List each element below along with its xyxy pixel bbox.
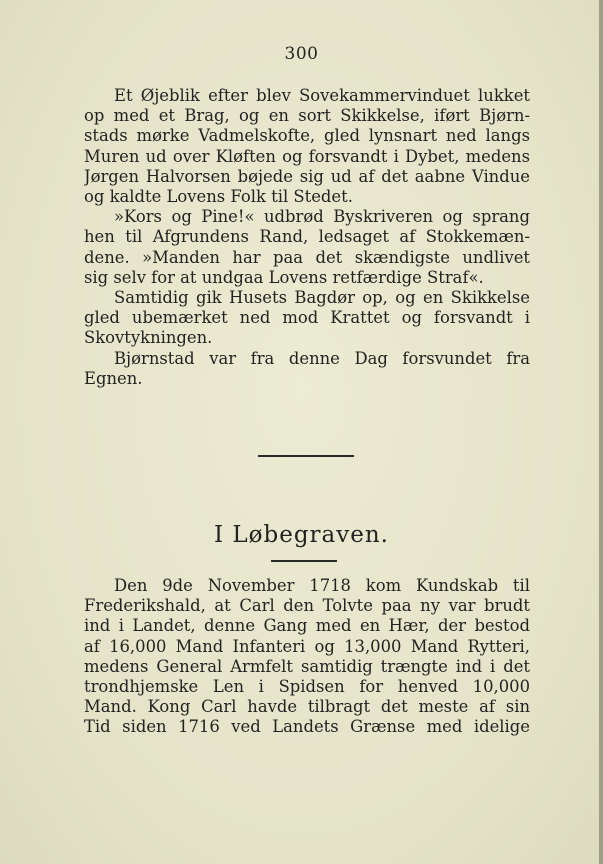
chapter-title: I Løbegraven. <box>213 522 389 548</box>
text-line: gled ubemærket ned mod Krattet og forsvandt i <box>84 308 530 328</box>
page-edge <box>599 0 603 864</box>
text-line: Bjørnstad var fra denne Dag forsvundet fra <box>114 348 530 368</box>
paragraph-block-bottom <box>84 576 530 738</box>
text-line: Samtidig gik Husets Bagdør op, og en Skikkelse <box>114 288 530 308</box>
text-line: Frederikshald, at Carl den Tolvte paa ny var brudt <box>84 596 530 616</box>
text-line: Muren ud over Kløften og forsvandt i Dybet, medens <box>84 146 530 166</box>
text-line: dene. »Manden har paa det skændigste undlivet <box>84 247 530 267</box>
text-line: og kaldte Lovens Folk til Stedet. <box>84 187 353 207</box>
text-line: Skovtykningen. <box>84 328 213 348</box>
text-line: af 16,000 Mand Infanteri og 13,000 Mand Rytteri, <box>84 636 530 656</box>
text-line: medens General Armfelt samtidig trængte ind i det <box>84 656 530 676</box>
text-line: Mand. Kong Carl havde tilbragt det meste af sin <box>84 697 530 717</box>
text-line: »Kors og Pine!« udbrød Byskriveren og sprang <box>114 207 530 227</box>
page-number: 300 <box>284 44 319 64</box>
text-line: Tid siden 1716 ved Landets Grænse med idelige <box>84 717 530 737</box>
text-line: hen til Afgrundens Rand, ledsaget af Stokkemæn- <box>84 227 530 247</box>
text-line: Egnen. <box>84 368 143 388</box>
text-line: trondhjemske Len i Spidsen for henved 10,000 <box>84 677 530 697</box>
section-divider <box>258 455 354 457</box>
text-line: sig selv for at undgaa Lovens retfærdige Straf«. <box>84 267 484 287</box>
text-line: op med et Brag, og en sort Skikkelse, iført Bjørn- <box>84 106 530 126</box>
text-line: ind i Landet, denne Gang med en Hær, der bestod <box>84 616 530 636</box>
paragraph-block-top <box>84 86 530 389</box>
text-line: Den 9de November 1718 kom Kundskab til <box>114 576 530 595</box>
text-line: stads mørke Vadmelskofte, gled lynsnart ned langs <box>84 126 530 146</box>
title-underline <box>271 560 337 562</box>
text-line: Jørgen Halvorsen bøjede sig ud af det aabne Vindue <box>84 166 530 186</box>
text-line: Et Øjeblik efter blev Sovekammervinduet lukket <box>114 86 530 105</box>
